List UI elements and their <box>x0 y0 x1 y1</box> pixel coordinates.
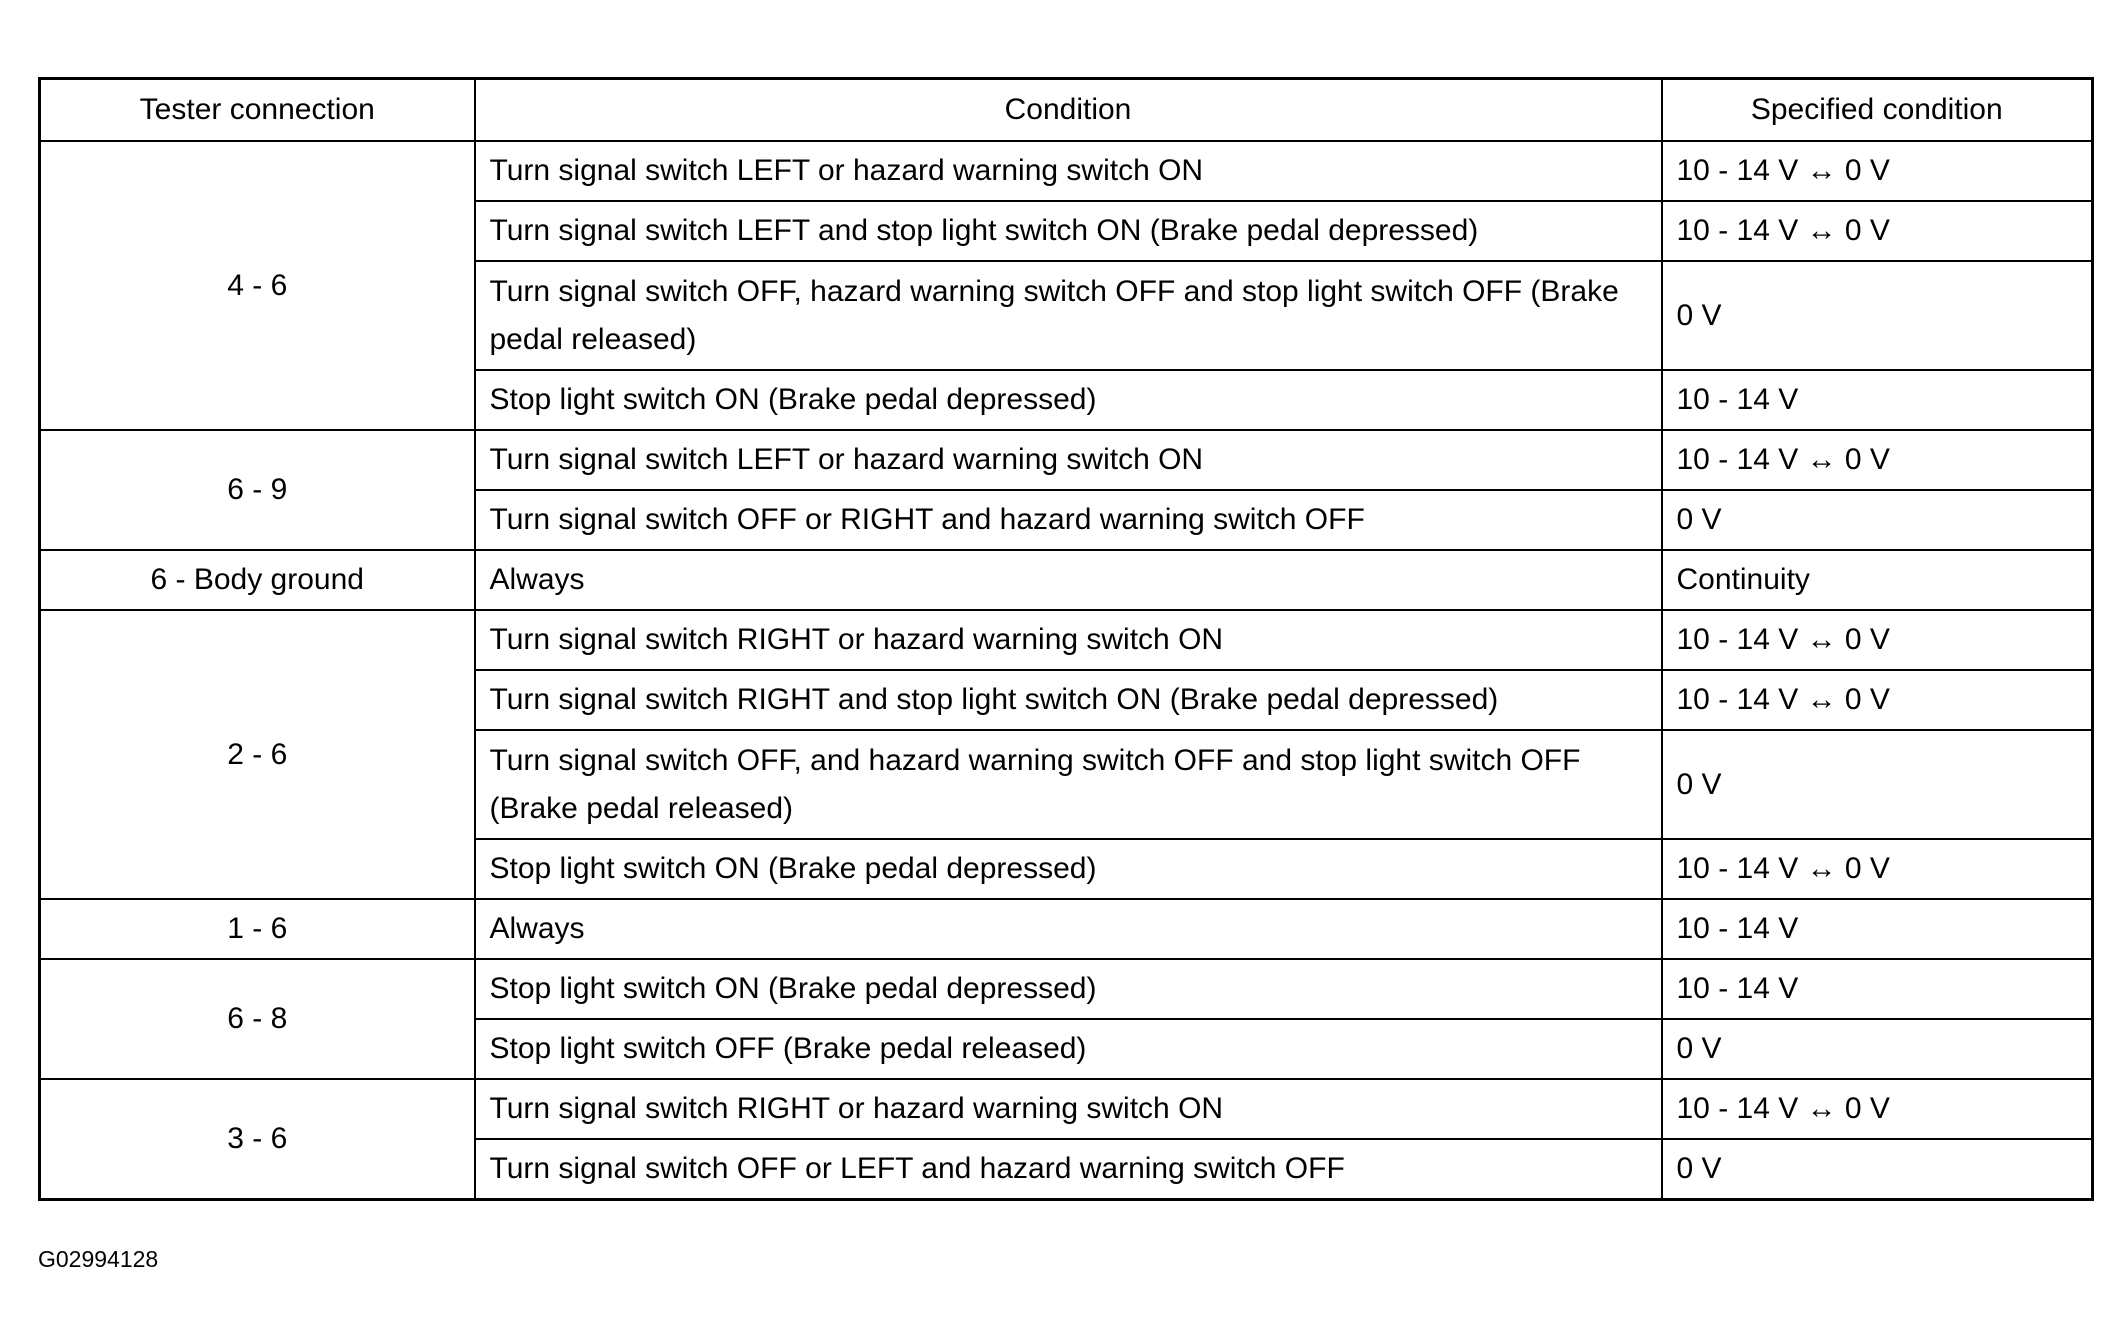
specified-condition-cell: 10 - 14 V ↔ 0 V <box>1662 430 2093 490</box>
specified-condition-cell: 0 V <box>1662 261 2093 370</box>
condition-cell: Turn signal switch LEFT and stop light switch ON (Brake pedal depressed) <box>475 201 1662 261</box>
condition-cell: Turn signal switch OFF or RIGHT and hazard warning switch OFF <box>475 490 1662 550</box>
specified-condition-cell: 10 - 14 V <box>1662 959 2093 1019</box>
specified-condition-cell: 10 - 14 V <box>1662 899 2093 959</box>
table-row <box>40 550 2093 610</box>
specified-condition-cell: 0 V <box>1662 1019 2093 1079</box>
condition-cell: Turn signal switch OFF, hazard warning switch OFF and stop light switch OFF (Brake pedal released) <box>475 261 1662 370</box>
header-row <box>40 79 2093 142</box>
condition-cell: Turn signal switch OFF, and hazard warning switch OFF and stop light switch OFF (Brake pedal released) <box>475 730 1662 839</box>
header-condition: Condition <box>475 79 1662 142</box>
header-tester-connection: Tester connection <box>40 79 475 142</box>
tester-connection-cell: 3 - 6 <box>40 1079 475 1200</box>
tester-connection-cell: 2 - 6 <box>40 610 475 899</box>
specified-condition-cell: 10 - 14 V ↔ 0 V <box>1662 141 2093 201</box>
specified-condition-cell: 10 - 14 V ↔ 0 V <box>1662 839 2093 899</box>
table-body <box>40 141 2093 1200</box>
table-row <box>40 610 2093 670</box>
condition-cell: Turn signal switch RIGHT or hazard warning switch ON <box>475 1079 1662 1139</box>
condition-cell: Stop light switch ON (Brake pedal depressed) <box>475 370 1662 430</box>
condition-cell: Turn signal switch LEFT or hazard warning switch ON <box>475 141 1662 201</box>
condition-cell: Always <box>475 899 1662 959</box>
specified-condition-cell: Continuity <box>1662 550 2093 610</box>
condition-cell: Turn signal switch OFF or LEFT and hazard warning switch OFF <box>475 1139 1662 1200</box>
condition-cell: Stop light switch ON (Brake pedal depressed) <box>475 839 1662 899</box>
table-row <box>40 959 2093 1019</box>
specified-condition-cell: 10 - 14 V ↔ 0 V <box>1662 1079 2093 1139</box>
specified-condition-cell: 10 - 14 V ↔ 0 V <box>1662 610 2093 670</box>
tester-connection-cell: 6 - 8 <box>40 959 475 1079</box>
tester-connection-cell: 1 - 6 <box>40 899 475 959</box>
table-row <box>40 430 2093 490</box>
table-row <box>40 899 2093 959</box>
condition-cell: Stop light switch OFF (Brake pedal released) <box>475 1019 1662 1079</box>
condition-cell: Stop light switch ON (Brake pedal depressed) <box>475 959 1662 1019</box>
condition-cell: Always <box>475 550 1662 610</box>
specified-condition-cell: 10 - 14 V ↔ 0 V <box>1662 670 2093 730</box>
tester-connection-cell: 6 - Body ground <box>40 550 475 610</box>
tester-connection-cell: 4 - 6 <box>40 141 475 430</box>
spec-table <box>38 77 2094 1201</box>
tester-connection-cell: 6 - 9 <box>40 430 475 550</box>
table-row <box>40 141 2093 201</box>
table-row <box>40 1079 2093 1139</box>
figure-id: G02994128 <box>38 1246 159 1272</box>
specified-condition-cell: 0 V <box>1662 1139 2093 1200</box>
specified-condition-cell: 0 V <box>1662 490 2093 550</box>
specified-condition-cell: 10 - 14 V <box>1662 370 2093 430</box>
condition-cell: Turn signal switch RIGHT or hazard warning switch ON <box>475 610 1662 670</box>
condition-cell: Turn signal switch LEFT or hazard warning switch ON <box>475 430 1662 490</box>
condition-cell: Turn signal switch RIGHT and stop light switch ON (Brake pedal depressed) <box>475 670 1662 730</box>
specified-condition-cell: 10 - 14 V ↔ 0 V <box>1662 201 2093 261</box>
specified-condition-cell: 0 V <box>1662 730 2093 839</box>
header-specified-condition: Specified condition <box>1662 79 2093 142</box>
